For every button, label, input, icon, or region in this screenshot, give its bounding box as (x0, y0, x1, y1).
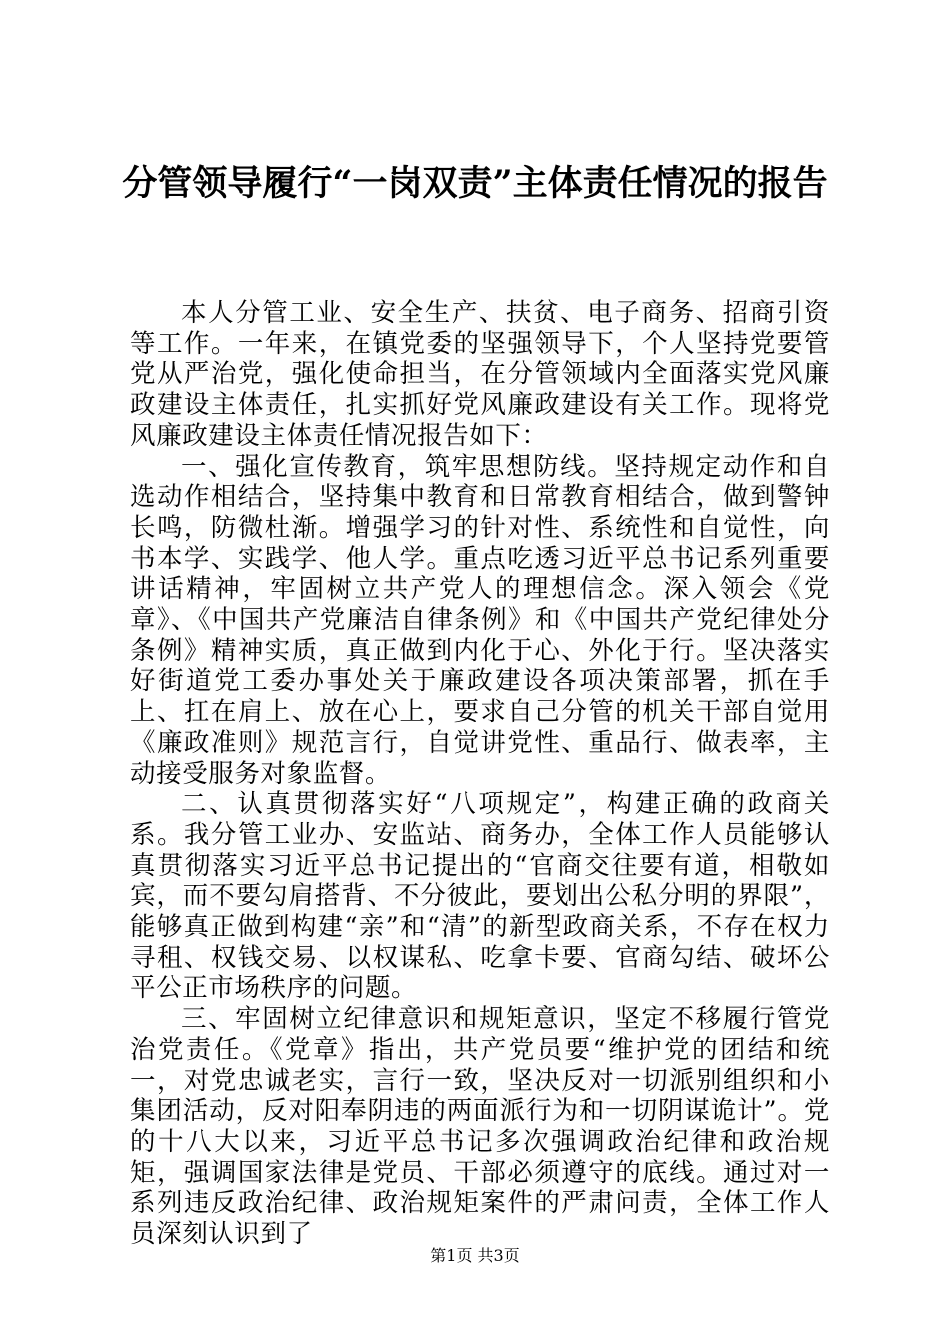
paragraph-section-2: 二、认真贯彻落实好“八项规定”，构建正确的政商关系。我分管工业办、安监站、商务办，全体工作人员能够认真贯彻落实习近平总书记提出的“官商交往要有道，相敬如宾，而不要勾肩搭背、不分彼此，要划出公私分明的界限”，能够真正做到构建“亲”和“清”的新型政商关系，不存在权力寻租、权钱交易、以权谋私、吃拿卡要、官商勾结、破坏公平公正市场秩序的问题。 (130, 789, 830, 1004)
document-title: 分管领导履行“一岗双责”主体责任情况的报告 (122, 163, 828, 204)
paragraph-section-1: 一、强化宣传教育，筑牢思想防线。坚持规定动作和自选动作相结合，坚持集中教育和日常教育相结合，做到警钟长鸣，防微杜渐。增强学习的针对性、系统性和自觉性，向书本学、实践学、他人学。重点吃透习近平总书记系列重要讲话精神，牢固树立共产党人的理想信念。深入领会《党章》、《中国共产党廉洁自律条例》和《中国共产党纪律处分条例》精神实质，真正做到内化于心、外化于行。坚决落实好街道党工委办事处关于廉政建设各项决策部署，抓在手上、扛在肩上、放在心上，要求自己分管的机关干部自觉用《廉政准则》规范言行，自觉讲党性、重品行、做表率，主动接受服务对象监督。 (130, 451, 830, 789)
page-footer: 第1页 共3页 (430, 1246, 520, 1265)
paragraph-intro: 本人分管工业、安全生产、扶贫、电子商务、招商引资等工作。一年来，在镇党委的坚强领导下，个人坚持党要管党从严治党，强化使命担当，在分管领域内全面落实党风廉政建设主体责任，扎实抓好党风廉政建设有关工作。现将党风廉政建设主体责任情况报告如下： (130, 298, 830, 451)
document-body (130, 298, 830, 1250)
paragraph-section-3: 三、牢固树立纪律意识和规矩意识，坚定不移履行管党治党责任。《党章》指出，共产党员要“维护党的团结和统一，对党忠诚老实，言行一致，坚决反对一切派别组织和小集团活动，反对阳奉阴违的两面派行为和一切阴谋诡计”。党的十八大以来，习近平总书记多次强调政治纪律和政治规矩，强调国家法律是党员、干部必须遵守的底线。通过对一系列违反政治纪律、政治规矩案件的严肃问责，全体工作人员深刻认识到了 (130, 1004, 830, 1250)
